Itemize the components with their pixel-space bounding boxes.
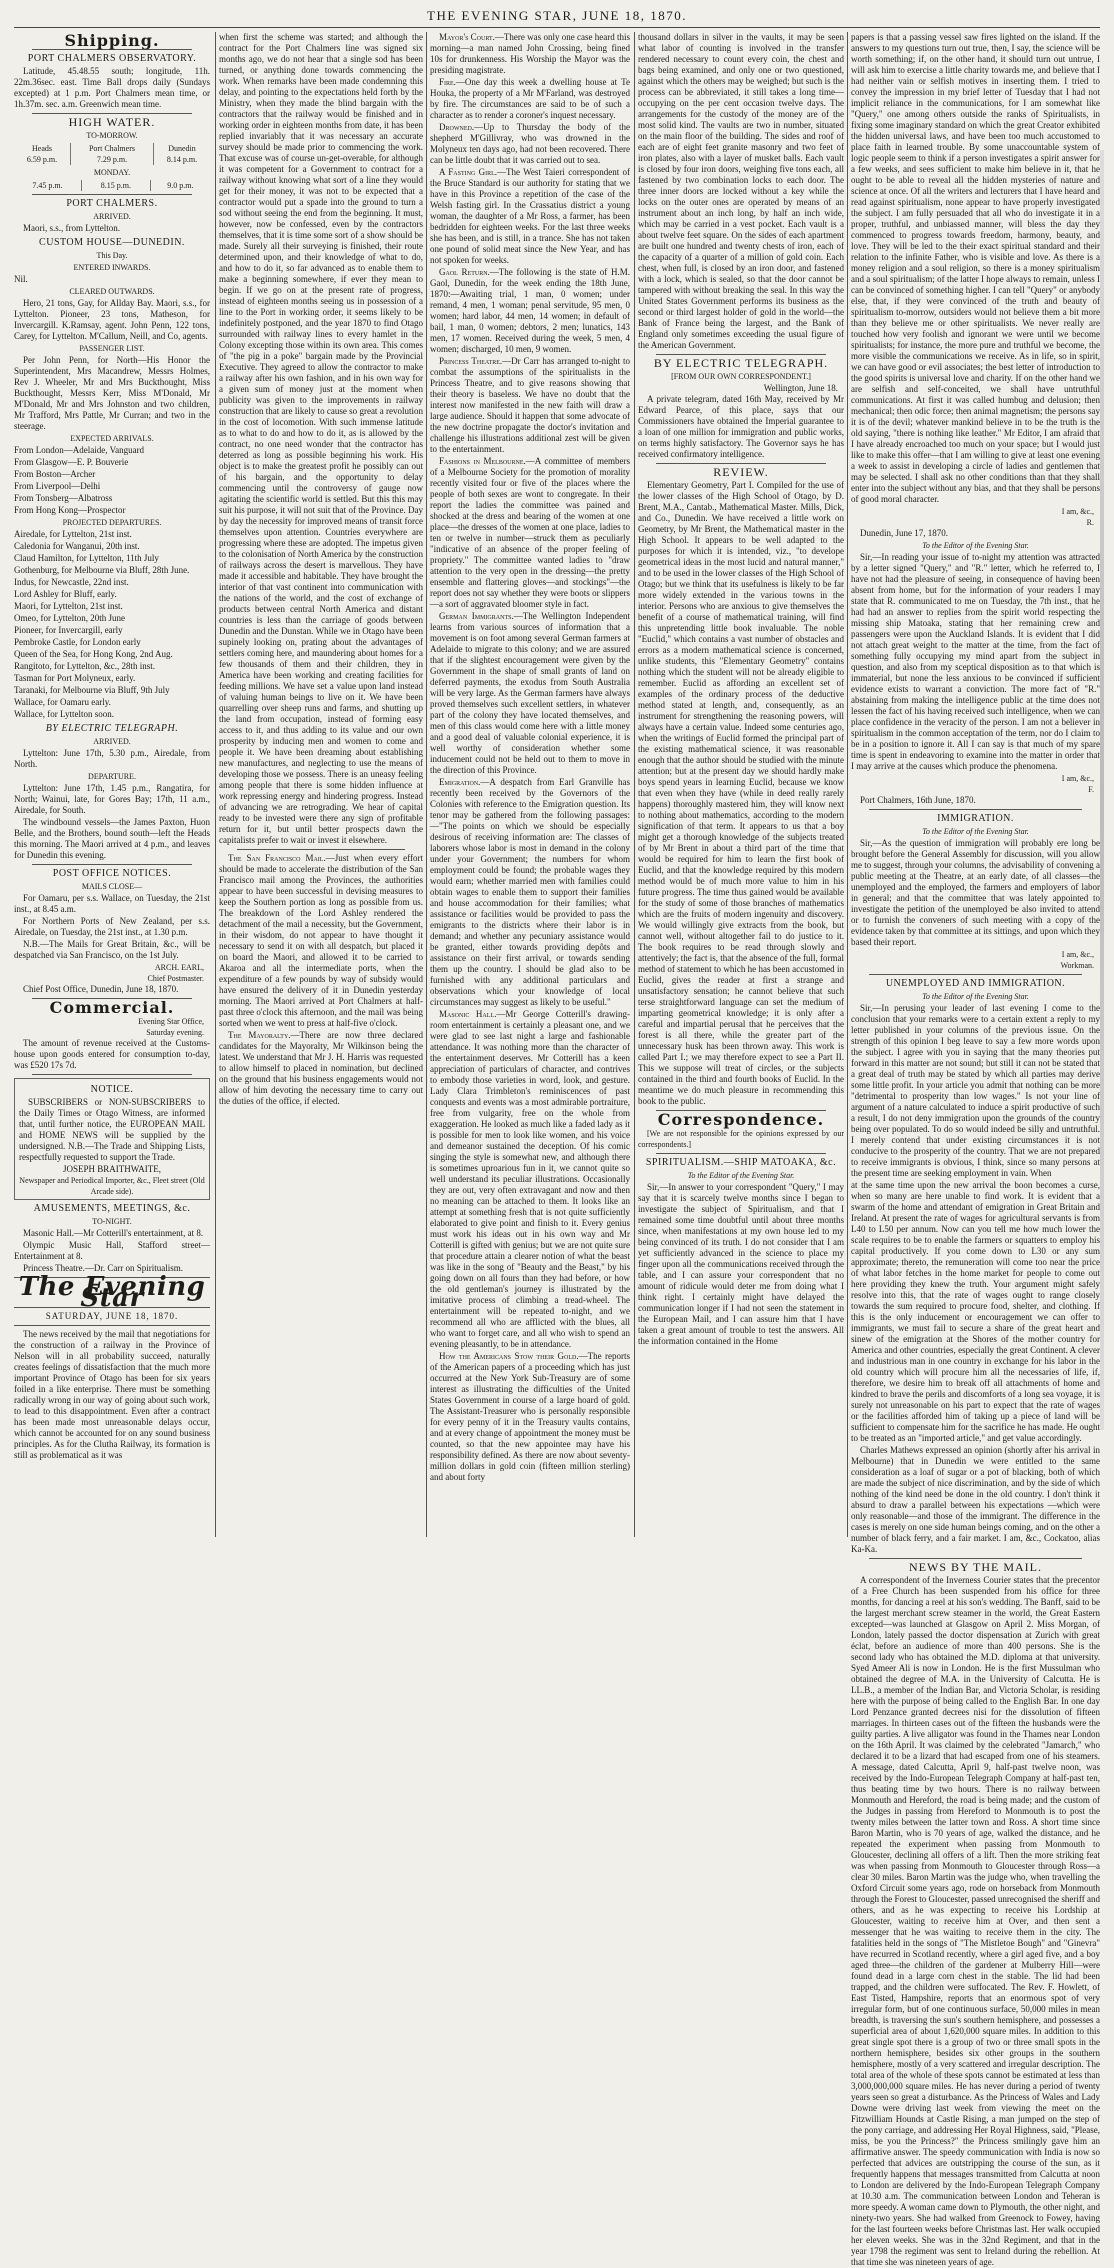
passenger-text: Per John Penn, for North—His Honor the Superintendent, Mrs Macandrew, Messrs Holmes, Rev J. Wheeler, Mr and Mrs Buckthought, Miss Buckthought, Messrs Kerr, Miss M'Donald, Mr M'Donald, Mr and Mrs Johnston and two children, Mr Trafford, Mrs Pattle, Mr Curran; and two in the steerage. xyxy=(14,355,210,431)
article-text: —Just when every effort should be made to accelerate the distribution of the San Francisco mail among the Provinces, the authorities appear to have been successful in devising measures to keep the Southern portion as long as possible from us. The breakdown of the Lord Ashley rendered the detachment of the mail a necessity, but the Government, in their wisdom, do not appear to have thought it necessary to send it on with all despatch, but placed it on board the Maori, and allowed it to be carried to Akaroa and all the intermediate ports, when the expenditure of a few pounds by way of subsidy would have ensured the delivery of it in Dunedin yesterday morning. The Maori arrived at Port Chalmers at half-past three o'clock this afternoon, and the mail was being sorted when we went to press at half-five o'clock. xyxy=(219,853,424,1028)
list-item: From Glasgow—E. P. Bouverie xyxy=(14,457,129,467)
article-text: —The Wellington Independent learns from various sources of information that a movement is on foot among several German farmers at Adelaide to migrate to this colony; and we are assured that if the slightest encouragement were given by the Government in the shape of small grants of land on deferred payments, the exodus from South Australia will be very large. As the German farmers have always proved themselves such excellent settlers, in whatever part of the colony they have located themselves, and men of this class would come here with a little money and a good deal of valuable colonial experience, it is well worthy of consideration whether some inducement could not be held out to them to move in the direction of this Province. xyxy=(430,611,630,775)
article-text: —Up to Thursday the body of the shepherd M'Gillivray, who was drowned in the Molyneux ten days ago, had not been recovered. There can be little doubt that it was carried out to sea. xyxy=(430,122,630,165)
letter-signature: Workman. xyxy=(1060,961,1094,970)
article-text: —Dr Carr has arranged to-night to combat the assumptions of the spiritualists in the Princess Theatre, and to give reasons showing that their theory is baseless. We have no doubt that the interest now manifested in the new faith will draw a large audience. Should it happen that some advocate of the new doctrine propagate the doctor's invitation and challenge his illustrations additional zest will be given to the entertainment. xyxy=(430,356,630,454)
nil-text: Nil. xyxy=(14,274,28,284)
divider xyxy=(869,974,1082,975)
list-item: Wallace, for Oamaru early. xyxy=(14,697,111,707)
divider xyxy=(656,463,826,464)
divider xyxy=(869,809,1082,810)
masthead-rule xyxy=(14,27,1100,28)
article-title: German Immigrants. xyxy=(439,611,514,621)
tel-arrived-text: Lyttelton: June 17th, 5.30 p.m., Airedale, from North. xyxy=(14,748,210,769)
list-item: From Boston—Archer xyxy=(14,469,96,479)
list-item: Queen of the Sea, for Hong Kong, 2nd Aug. xyxy=(14,649,173,659)
divider xyxy=(656,1153,826,1154)
article-text: —There was only one case heard this morning—a man named John Crossing, being fined 10s for drunkenness. His Worship the Mayor was the presiding magistrate. xyxy=(430,32,631,75)
notice-name: JOSEPH BRAITHWAITE, xyxy=(63,1164,161,1174)
postmaster-title: Chief Postmaster. xyxy=(147,974,204,983)
commercial-text: The amount of revenue received at the Customs-house upon goods entered for consumption to-day, was £520 17s 7d. xyxy=(14,1038,210,1070)
tide-label: Port Chalmers xyxy=(71,143,154,154)
column-1 xyxy=(14,32,210,1537)
column-divider xyxy=(847,32,848,1537)
article-title: The Mayoralty. xyxy=(228,1030,291,1040)
article-title: Princess Theatre. xyxy=(439,356,503,366)
list-item: Taranaki, for Melbourne via Bluff, 9th July xyxy=(14,685,170,695)
article-text: —The West Taieri correspondent of the Bruce Standard is our authority for stating that we have in this Province a repetition of the case of the Welsh fasting girl. In the Crassatius district a young woman, the daughter of a Mr Ross, a farmer, has been bedridden for eighteen weeks. For the last three weeks she has been, and is still, in a trance. She has not taken one pound of solid meat since the New Year, and has not spoken for weeks. xyxy=(430,167,631,265)
letter-closing: I am, &c., xyxy=(1061,774,1094,783)
list-item: Pioneer, for Invercargill, early xyxy=(14,625,123,635)
list-item: From Liverpool—Delhi xyxy=(14,481,101,491)
letter-addressee: To the Editor of the Evening Star. xyxy=(922,992,1029,1001)
tel-arrived-label: ARRIVED. xyxy=(93,737,131,746)
news-heading: NEWS BY THE MAIL. xyxy=(909,1560,1042,1574)
unemployed-heading: UNEMPLOYED AND IMMIGRATION. xyxy=(885,978,1066,989)
list-item: Omeo, for Lyttelton, 20th June xyxy=(14,613,125,623)
observatory-heading: PORT CHALMERS OBSERVATORY. xyxy=(27,53,197,64)
letter-continued: papers is that a passing vessel saw fires lighted on the island. If the answers to my questions turn out true, then, I say, the science will be worth something; if, on the other hand, it should turn out untrue, I will ask him to exercise a little charity towards me, and believe that I had neither vain or selfish motives in inserting them. I tried to convey the impression in my brief letter of Tuesday that I had not implicit reliance in the communications, for I am somewhat like "Query," one among others outside the ranks of Spiritualists, in fixing some imaginary standard on which the great Creator exhibited the hidden universal laws, and have been too much accustomed to place faith in learned trouble. By some unaccountable system of logic people seem to think if a person investigates a spirit answer for a few weeks, and sees sufficient to make him believe in it, that he ought to be able to reveal all the hidden mysteries of nature and science at once. Of all the writers and lecturers that I have heard and read against spiritualism, none appear to have properly investigated the subject. I am fully persuaded that all who do investigate it in a proper, truthful, and unbiassed manner, will bless the day they commenced to progress towards freedom, harmony, beauty, and love. They will be led to the their exact spiritual standard and their relation to the infinite Father, who is visible and love. As there is a money religion and a soul religion, so there is a money spiritualism and a soul spiritualism; of the latter I hope always to remain, unless I can be convinced of something higher. I can tell "Query" or anybody else, that, if they were convinced of the truth and beauty of spiritualism to-morrow, outsiders would not believe them a bit more than they believe me or other spiritualists. We never really are touched how very foolish and ignorant we were until we become spiritualists; for instance, the more pure and truthful we become, the more visible the communications we receive. As in life, so in spirit, we can have good or evil associates; the best letter of introduction to the good spirits is universal love and charity. If on the other hand we are selfish and self-conceited, we shall have untruthful communications. At first it was called humbug and delusion; then mechanical; then odic force; then animal magnetism; the persons say it is of the devil; whatever mankind believe in to be the truth is the old saying, "there is nothing like leather." Mr Editor, I am afraid that I have already encroached too much on your space; but I would just like to make this offer—that I am willing to give at least one evening a week to assist in developing a circle of ladies and gentlemen that may be selected. I shall ask no other conditions than that they shall enter into the subject without any bias, and that they shall be persons of good moral character. xyxy=(851,32,1100,504)
column-divider xyxy=(215,32,216,1537)
notice-text: SUBSCRIBERS or NON-SUBSCRIBERS to the Daily Times or Otago Witness, are informed that, until further notice, the EUROPEAN MAIL and HOME NEWS will be supplied by the undersigned. N.B.—The Trade and Shipping Lists, respectfully requested to support the Trade. xyxy=(19,1097,205,1162)
leader-text: The news received by the mail that negotiations for the construction of a railway in the Province of Nelson will in all probability succeed, naturally creates feelings of dissatisfaction that the much more important Province of Otago has been for six years foiled in a like enterprise. There must be something radically wrong in our way of going about such work, to lead to this disappointment. Even after a contract has been made most unreasonable delays occur, which cannot be accounted for on any sound business principles. As for the Clutha Railway, its formation is still as problematical as it was xyxy=(14,1329,210,1460)
mail-item: For Northern Ports of New Zealand, per s.s. Airedale, on Tuesday, the 21st inst., at 1.30 p.m. xyxy=(14,916,210,937)
letter-text: Charles Mathews expressed an opinion (shortly after his arrival in Melbourne) that in Dunedin we were entitled to the same consideration as a loaf of sugar or a pot of blacking, both of which are made the subject of nice discrimination, and by the side of which nothing of the kind need be done in the old country. I don't think it absurd to draw a parallel between his expectations —which were only reasonable—and those of the immigrant. The difference in the cases is merely on one side human beings coming, and on the other a number of black ferry, and a fair market. I am, &c., Cockatoo, alias Ka-Ka. xyxy=(851,1445,1100,1554)
entered-inwards-label: ENTERED INWARDS. xyxy=(73,263,151,272)
letter-signature: R. xyxy=(1086,518,1094,527)
divider xyxy=(656,354,826,355)
column-5 xyxy=(851,32,1100,2267)
letter-text: Sir,—In answer to your correspondent "Query," I may say that it is scarcely twelve months since I began to investigate the subject of Spiritualism, and that I remained some time doubtful until about three months since, when manifestations at my own house led to my being convinced of its truth. I do not consider that I am yet sufficiently advanced in the science to place my finger upon all the communications received through the table, and I can assure your correspondent that no amount of ridicule would deter me from doing what I think right. I certainly might have delayed the communication longer if I had not seen the statement in the European Mail, and I can assure him that I have taken a great amount of trouble to test the answers. All the information contained in the Home xyxy=(638,1182,844,1346)
letter-text: Sir,—In perusing your leader of last evening I come to the conclusion that your remarks were to a certain extent a reply to my letter published in your columns of the previous issue. On the strength of this opinion I beg leave to say a few more words upon the subject. I agree with you in saying that the many theories put forward in this matter are not sound; but still it can not be stated that a great deal of truth may be stated by which all parties may derive some little profit. In your article you admit that nothing can be more "detrimental to prosperity than low wages." Is not your line of argument of a nature calculated to induce a spirit productive of such a result, I do not deny immigration upon the grounds of the country being over populated. To do so would indeed be silly and untruthful. I merely contend that under existing circumstances it is not conducive to the prosperity of the country. That we are not prepared to receive immigrants is obvious, I think, since so many persons at the present time are seeking employment in vain. When xyxy=(851,1003,1100,1178)
tide-time: 7.45 p.m. xyxy=(14,180,82,191)
immigration-heading: IMMIGRATION. xyxy=(937,813,1014,824)
tomorrow-label: TO-MORROW. xyxy=(86,131,138,140)
letter-addressee: To the Editor of the Evening Star. xyxy=(687,1171,795,1180)
masthead: THE EVENING STAR, JUNE 18, 1870. xyxy=(427,8,687,23)
arrived-label: ARRIVED. xyxy=(93,212,131,221)
post-dateline: Chief Post Office, Dunedin, June 18, 1870. xyxy=(23,984,179,994)
windbound-text: The windbound vessels—the James Paxton, Huon Belle, and the Brothers, bound south—left the Heads this morning. The Maori arrived at 4 p.m., and leaves for Dunedin this evening. xyxy=(14,817,210,860)
list-item: Gothenburg, for Melbourne via Bluff, 28th June. xyxy=(14,565,190,575)
list-item: Lord Ashley for Bluff, early. xyxy=(14,589,117,599)
divider xyxy=(32,1074,192,1075)
tide-table-monday xyxy=(14,180,210,191)
passenger-label: PASSENGER LIST. xyxy=(79,344,145,353)
divider xyxy=(32,194,192,195)
notice-heading: NOTICE. xyxy=(90,1084,134,1095)
letter-addressee: To the Editor of the Evening Star. xyxy=(922,541,1029,550)
tonight-label: TO-NIGHT. xyxy=(92,1217,132,1226)
article-text: —The following is the state of H.M. Gaol, Dunedin, for the week ending the 18th June, 1870:—Awaiting trial, 1 man, 0 women; under remand, 4 men, 1 woman; penal servitude, 95 men, 0 women; hard labor, 44 men, 14 women; in default of bail, 1 man, 0 women; debtors, 2 men; lunatics, 143 men, 17 women. Received during the week, 5 men, 4 women; discharged, 10 men, 9 women. xyxy=(430,267,630,354)
correspondent-label: [FROM OUR OWN CORRESPONDENT.] xyxy=(671,372,811,381)
wellington-text: A private telegram, dated 16th May, received by Mr Edward Pearce, of this place, says that our Commissioners have obtained the Imperial guarantee to a loan of one million for immigration and public works, on terms highly satisfactory. The Governor says he has received confirmatory intelligence. xyxy=(638,394,844,459)
letter-text: Sir,—In reading your issue of to-night my attention was attracted by a letter signed "Query," and "R." letter, which he referred to, I have not had the pleasure of seeing, in consequence of having been absent from home, but for the information of your readers I may state that R. communicated to me on Tuesday, the 7th inst., that he had had an answer to replies from the spirit world respecting the missing ship Matoaka, stating that her remaining crew and passengers were upon the Auckland Islands. It is evident that I did not attach great weight to the matter at the time, from the fact of something fully occupying my mind apart from the subject in question, and also from my sceptical disposition as to that which is immaterial, but none the less anxious to be convinced if sufficient evidence exists to warrant a conviction. The more fact of "R." abstaining from making the intelligence public at the time does not lessen the fact of his having received such intelligence, when we can place confidence in the veracity of the person. I am not a believer in spiritualism in the common acceptation of the term, nor do I claim to be in a position to ignore it. All I can say is that much of my spare time is spent in endeavoring to examine into the matter in order that I may arrive at the causes which produce the phenomena. xyxy=(851,552,1100,771)
tide-table xyxy=(14,143,210,165)
article-title: Mayor's Court. xyxy=(439,32,495,42)
spiritualism-heading: SPIRITUALISM.—SHIP MATOAKA, &c. xyxy=(645,1157,837,1168)
tide-time: 7.29 p.m. xyxy=(71,154,154,165)
letter-dateline: Dunedin, June 17, 1870. xyxy=(860,528,948,538)
paper-title: The Evening Star xyxy=(18,1272,206,1313)
this-day-label: This Day. xyxy=(96,251,128,260)
divider xyxy=(869,1558,1082,1559)
list-item: Airedale, for Lyttelton, 21st inst. xyxy=(14,529,132,539)
expected-list xyxy=(14,445,210,516)
high-water-heading: HIGH WATER. xyxy=(68,115,156,129)
notice-role: Newspaper and Periodical Importer, &c., Fleet street (Old Arcade side). xyxy=(19,1176,205,1196)
observatory-text: Latitude, 45.48.55 south; longitude, 11h. 22m.36sec. east. Time Ball drops daily (Sundays excepted) at 1 p.m. Port Chalmers mean time, or 1h.37m. sec. a.m. Greenwich mean time. xyxy=(14,66,210,109)
amusement-item: Princess Theatre.—Dr. Carr on Spiritualism. xyxy=(23,1263,184,1273)
notice-box xyxy=(14,1078,210,1200)
column-3 xyxy=(430,32,630,1537)
cleared-outwards-label: CLEARED OUTWARDS. xyxy=(69,287,155,296)
list-item: From Tonsberg—Albatross xyxy=(14,493,113,503)
wellington-dateline: Wellington, June 18. xyxy=(763,383,838,393)
divider xyxy=(14,1325,210,1326)
article-title: A Fasting Girl. xyxy=(439,167,498,177)
article-text: —There are now three declared candidates for the Mayoralty, Mr Wilkinson being the latest. We understand that Mr J. H. Harris was requested to allow himself to placed in nomination, but declined on the ground that his business engagements would not allow of him devoting the necessary time to carry out the duties of the office, if elected. xyxy=(219,1030,423,1106)
article-title: Emigration. xyxy=(439,777,481,787)
post-office-heading: POST OFFICE NOTICES. xyxy=(52,868,172,879)
projected-list xyxy=(14,529,210,720)
letter-continued: at the same time upon the new arrival the boon becomes a curse, when so many are here unable to find work. It is evident that a swarm of the home and attendant of emigration in Great Britain and Ireland. At present the rate of wages for agricultural servants is from L40 to L50 per annum. Now can you tell me how much lower the scale requires to be to enable the farmers or squatters to employ his capital productively. If you come down to L30 or any sum approximate; thereto, the remuneration will come too near the price of what labor fetches in the home market for people to come out here providing they knew the truth. Your argument might safely resolve into this, that the rate of wages ought to range closely towards the sum required to procure food, shelter, and clothing. If this is the only inducement or encouragement we can offer to immigrants, we must fail to secure a share of the great heart and sinew of the emigration at the Shores of the mother country for America and other countries, especially the great Continent. A clever and industrious man in one country in exchange for his labor in the old country which will procure him all the necessaries of life, if, therefore, we desire him to break off all attachments of home and kindred to brave the perils and discomforts of a long sea voyage, it is surely not unreasonable on his part to expect that the rate of wages or the facilities afforded him of taking up a piece of land will be sufficient to compensate him for the sacrifice he has made. He ought to be treated as an "imported article," and get value accordingly. xyxy=(851,1180,1100,1443)
arrived-text: Maori, s.s., from Lyttelton. xyxy=(23,223,120,233)
article-text: —A despatch from Earl Granville has recently been received by the Governors of the Colonies with reference to the Emigration question. Its tenor may be gathered from the following passages:—"The points on which we should be especially desirous of receiving information are: The classes of laborers whose labor is most in demand in the colony under your Government; the numbers for whom employment could be found; the probable wages they would earn; whether married men with families could obtain wages to enable them to support their families and house accommodation for their families; what assistance or facilities would be provided to pass the emigrants to the districts where their labor is in demand; and whether any pecuniary assistance would be granted, either towards providing depôts and assistance on their first arrival, or towards sending them up the country. I should be glad also to be furnished with any additional particulars and observations which your knowledge of local circumstances may suggest as likely to be useful." xyxy=(430,777,630,1007)
article-text: —A committee of members of a Melbourne Society for the promotion of morality recently visited four or five of the places where the people of both sexes are wont to congregate. In their report the ladies the committee was pained and shocked at the dress and bearing of the women at one place—the dresses of the women at one place, ladies to ten or twelve in number—struck them as peculiarly "indicative of an absence of the proper feeling of propriety." The committee wanted ladies to "draw attention to the very open in the dressing—the pretty ensemble and flattering gloves—and stockings"—the report does not say whether they were boots or slippers—a sort of aggravated bloomer style in fact. xyxy=(430,456,630,609)
mail-item: N.B.—The Mails for Great Britain, &c., will be despatched via San Francisco, on the 1st July. xyxy=(14,939,210,960)
shipping-heading: Shipping. xyxy=(64,31,160,50)
issue-date: SATURDAY, JUNE 18, 1870. xyxy=(45,1311,179,1321)
article-title: Fashions in Melbourne. xyxy=(439,456,526,466)
article-title: The San Francisco Mail. xyxy=(228,853,326,863)
tide-time: 9.0 p.m. xyxy=(167,181,194,190)
postmaster-name: ARCH. EARL, xyxy=(154,963,204,972)
telegraph-heading: BY ELECTRIC TELEGRAPH. xyxy=(45,723,179,734)
letter-closing: I am, &c., xyxy=(1061,507,1094,516)
list-item: From Hong Kong—Prospector xyxy=(14,505,126,515)
custom-house-heading: CUSTOM HOUSE—DUNEDIN. xyxy=(39,237,185,248)
tide-time: 8.14 p.m. xyxy=(166,155,198,164)
column-4 xyxy=(638,32,844,1537)
commercial-heading: Commercial. xyxy=(49,998,175,1017)
news-text: A correspondent of the Inverness Courier states that the precentor of a Free Church has been suspended from his office for three months, for dancing a reel at his son's wedding. The Banff, said to be the largest merchant screw steamer in the world, the Great Eastern excepted—was launched at Glasgow on April 2. Miss Morgan, of London, lately passed the doctor dispensation at Zurich with great éclat, before an audience of more than 400 persons. She is the second lady who has obtained the M.D. diploma at that university. Syed Ameer Ali is now in London. He is the first Mussulman who obtained the degree of M.A. in the University of Calcutta. He is LL.B., a member of the Indian Bar, and Victoria Scholar, is residing here with the purpose of being called to the English Bar. In one day Lord Penzance granted decrees nisi for the dissolution of fifteen marriages. In thirteen cases out of the fifteen the husbands were the guilty parties. A live alligator was found in the Thames near London on the 16th April. It was claimed by the celebrated "Jamarch," who declared it to be a lizard that had escaped from one of his steamers. A message, dated Calcutta, April 9, half-past twelve noon, was received by the Indo-European Telegraph Company at half-past ten, thus beating time by two hours. There is no railway between Monmouth and Hereford, the road is being made; and the custom of the Judges in passing from Hereford to Monmouth is to post the twenty miles between the latter town and Ross. A short time since Baron Martin, who is 70 years of age, walked the distance, and he repeated the experiment when passing from Monmouth to Gloucester, declining all offers of a lift. Then the more striking feat was when passing from Monmouth to Gloucester through Ross—a clear 30 miles. Baron Martin was the judge who, when travelling the Oxford Circuit some years ago, rode on horseback from Monmouth through the Forest to Gloucester, passed unrecognised the sheriff and others, and as he was expecting to receive his Lordship at Gloucester, waiting to receive him at Over, and then sent a messenger that he was waiting to receive them in the city. The fatalities held in the songs of "The Mistletoe Bough" and "Ginevra" have recurred in Scotland recently, where a girl aged five, and a boy aged three—the children of the gardener at Mulberry Hill—were found dead in a large corn chest in the stable. The lid had been trapped, and the children were suffocated. The Rev. F. Howlett, of East Tisted, Hampshire, reports that an enormous spot of very irregular form, but of one continuous surface, 50,000 miles in mean breadth, is traversing the sun's southern hemisphere, and possesses a superficial area of about 1,620,000 square miles. In addition to this great single spot there is a group of two or three small spots in the northern hemisphere, besides six other groups in the southern hemisphere, mostly of a very scattered and irregular description. The total area of the whole of these spots cannot be estimated at less than 3,000,000,000 square miles. He has never during a period of twenty years seen so great a disturbance. As the Princess of Wales and Lady Downe were driving last week from viewing the meet on the Fitzwilliam Hounds at Castle Rising, a man jumped on the step of the pony carriage, and addressing Her Royal Highness, said, "Please, miss, be you the Princess?" the Princess smilingly gave him an affirmative answer. The speedy communication with India is now so perfected that advices are outstripping the course of the sun, as it frequently happens that messages transmitted from Calcutta at noon to London are delivered by the Indo-European Telegraph Company at 10.30 a.m. The communication between London and Teheran is more speedy. A woman came down to Plymouth, the other night, and ninety-two years. She had walked from Greenock to Fowey, having for the last fourteen weeks before Christmas last. Her walk occupied her eleven weeks. She was in the 32nd Regiment, and that in the year 1798 the regiment was sent to Ireland during the rebellion. At that time she was nineteen years of age. xyxy=(851,1575,1100,2267)
letter-signature: F. xyxy=(1088,785,1094,794)
list-item: Wallace, for Lyttelton soon. xyxy=(14,709,114,719)
monday-label: MONDAY. xyxy=(93,168,131,177)
mails-close-label: MAILS CLOSE— xyxy=(81,882,143,891)
list-item: From London—Adelaide, Vanguard xyxy=(14,445,145,455)
article-title: How the Americans Stow their Gold. xyxy=(439,1351,579,1361)
list-item: Claud Hamilton, for Lyttelton, 11th July xyxy=(14,553,159,563)
list-item: Rangitoto, for Lyttelton, &c., 28th inst. xyxy=(14,661,155,671)
telegraph-heading: BY ELECTRIC TELEGRAPH. xyxy=(653,356,829,370)
cleared-text: Hero, 21 tons, Gay, for Allday Bay. Maori, s.s., for Lyttelton. Pioneer, 23 tons, Matheson, for Invercargill. K.Ramsay, agent. John Penn, 122 tons, Carey, for Lyttelton. M'Callum, Neill, and Co, agents. xyxy=(14,298,210,341)
article-title: Fire. xyxy=(439,77,456,87)
article-title: Gaol Return. xyxy=(439,267,490,277)
article-text: —The reports of the American papers of a proceeding which has just occurred at the New York Sub-Treasury are of some interest as illustrating the difficulties of the United States Government in course of a large hoard of gold. The Assistant-Treasurer who is personally responsible for every penny of it in the Treasury vaults contains, and at every change of appointment the money must be counted, so that the new appointee may have his responsibility defined. As there are now about seventy-million dollars in gold coin (fifteen million sterling) and about forty xyxy=(430,1351,631,1482)
expected-label: EXPECTED ARRIVALS. xyxy=(70,434,154,443)
divider xyxy=(237,849,405,850)
column-divider xyxy=(634,32,635,1537)
disclaimer-text: [We are not responsible for the opinions expressed by our correspondents.] xyxy=(638,1129,844,1149)
list-item: Indus, for Newcastle, 22nd inst. xyxy=(14,577,129,587)
mail-item: For Oamaru, per s.s. Wallace, on Tuesday, the 21st inst., at 8.45 a.m. xyxy=(14,893,210,914)
amusement-item: Olympic Music Hall, Stafford street—Entertainment at 8. xyxy=(14,1240,210,1261)
letter-addressee: To the Editor of the Evening Star. xyxy=(922,827,1029,836)
list-item: Tasman for Port Molyneux, early. xyxy=(14,673,136,683)
column-divider xyxy=(426,32,427,1537)
page-edge xyxy=(1100,150,1104,1430)
review-heading: REVIEW. xyxy=(713,465,769,479)
tel-departure-label: DEPARTURE. xyxy=(88,772,136,781)
letter-closing: I am, &c., xyxy=(1061,950,1094,959)
leader-continued: when first the scheme was started; and although the contract for the Port Chalmers line was signed six months ago, we do not hear that a single sod has been turned, or anything done towards commencing the work. When remarks have been made condemning this delay, and pointing to the expectations held forth by the Ministry, when they made the blind bargain with the contractors that the railway would be finished and in working order in eighteen months from date, it has been replied invariably that it was necessary an accurate survey should be made prior to commencing the work. That excuse was of course un-get-overable, for although it was competent for a Government to contract for a railway without knowing what sort of a line they would get for their money, it was not to be expected that a contractor would put a spade into the ground to turn a sod without seeing the end from the beginning. It must, however, now be confessed, even by the contractors themselves, that it is time some sort of a show should be made. Surely all their surveying is finished, their route determined upon, and their knowledge of what to do, and how to do it, so far advanced as to enable them to make a beginning somewhere, if ever they mean to begin. If we go on at the present rate of progress, instead of eighteen months seeing us in possession of a line to the Port in working order, it seems likely to be indefinitely postponed, and the year 1870 to find Otago surrounded with railway lines to every hamlet in the Colony excepting those within its own area. This comes of "the pig in a poke" bargain made by the Provincial Executive. They agreed to allow the contractor to make a railway after his own fashion, and in his own way for a given sum of money just at the moment when publicity was given to the improvements in railway construction that are likely to cause so great a revolution in the cost of locomotion. With such immense latitude as to what to do and how to do it, as is allowed by the contract, no one need wonder that the contractor has deterred as long as possible beginning his work. His object is to make the greatest profit he possibly can out of his bargain, and the opportunity to delay commencing until the controversy of gauge now agitating the scientific world is settled. But this this may suit his purpose, it will not suit that of the Province. Day by day the necessity for improved means of transit force themselves upon attention. Countries everywhere are progressing where these are adopted. The impetus given to the colonisation of North America by the construction of railways across the desert is marvellous. They have made it accessible and habitable. They have brought the interior of that vast continent into communication with the nations of the world, and the cost of exchange of products between central North America and distant countries is less than the carriage of goods between Dunedin and the Dunstan. While we in Otago have been supinely looking on, prating about the advantages of settlers coming here, and maundering about homes for a few thousands of them and their children, they in America have been working and creating facilities for feeding millions. We have set a value upon land instead of valuing human beings to live on it. We have been quarrelling over sheep runs and farms, and shutting up the land from occupation, instead of forming easy access to it, and thus adding to its value and our own prosperity by inducing men and women to come and people it. We have been dreaming about establishing new manufactures, and neglecting to use the means of developing those we possess. There is an uneasy feeling among people that there is some hidden influence at work repressing energy and hindering progress. Instead of advancing we are retrograding. We hear of capital ready to be invested were there any sign of profitable return for it, but until better prospects dawn the capitalists prefer to wait or invest it elsewhere. xyxy=(219,32,423,845)
divider xyxy=(32,864,192,865)
tel-departure-text: Lyttelton: June 17th, 1.45 p.m., Rangatira, for North; Wainui, late, for Gores Bay; 17th, 11 a.m., Airedale, for South. xyxy=(14,783,210,815)
list-item: Pembroke Castle, for London early xyxy=(14,637,141,647)
port-heading: PORT CHALMERS. xyxy=(66,198,158,209)
divider xyxy=(32,113,192,114)
commercial-saturday: Saturday evening. xyxy=(146,1028,204,1037)
amusement-item: Masonic Hall.—Mr Cotterill's entertainment, at 8. xyxy=(23,1228,204,1238)
list-item: Maori, for Lyttelton, 21st inst. xyxy=(14,601,123,611)
article-title: Masonic Hall. xyxy=(439,1009,497,1019)
column-2 xyxy=(219,32,423,1537)
tide-label: Heads xyxy=(14,143,71,154)
tide-time: 8.15 p.m. xyxy=(82,180,151,191)
amusements-heading: AMUSEMENTS, MEETINGS, &c. xyxy=(33,1203,191,1214)
list-item: Caledonia for Wanganui, 20th inst. xyxy=(14,541,140,551)
projected-label: PROJECTED DEPARTURES. xyxy=(62,518,162,527)
article-continued: thousand dollars in silver in the vaults, it may be seen what labor of counting is involved in the transfer rendered necessary to count every coin, the chest and bags being examined, and only one or two questioned, against which the others may be weighed; but such is the process can be abbreviated, it still takes a long time—occupying on the per cent occasion twelve days. The arrangements for the custody of the money are of the most solid kind. The vaults are two in number, situated on the main floor of the building. The sides and roof of each are of eight feet granite masonry and two feet of iron plates, also with a layer of musket balls. Each vault is closed by four iron doors, weighing five tons each, all fastened by two combination locks to each door. The three inner doors are locked without a key while the locks on the outer ones are operated by means of an instrument about an inch long, by half an inch wide, which may be carried in a vest pocket. Each vault is a about twelve feet square. On the sides of each apartment are built one hundred and twenty chests of iron, each of the capacity of a quarter of a million of gold coin. Each chest, when full, is closed by an iron door, and fastened with a lock, which is sealed, so that the door cannot be tampered with without breaking the seal. In this way the United States Government performs its business as the second or third largest holder of gold in the world—the Bank of France being the largest, and the Bank of England only sometimes exceeding the usual figure of the American Government. xyxy=(638,32,844,350)
letter-text: Sir,—As the question of immigration will probably ere long be brought before the General Assembly for discussion, will you allow me to suggest, through your columns, the advisability of convening a public meeting at the Theatre, at an early date, of all classes—the unemployed and the employed, the farmers and employers of labor in general; and that the committee that was lately appointed to investigate the petition of the unemployed be also invited to attend or to furnish the conveners of such meeting with a copy of the evidence taken by that committee at its sittings, and upon which they based their report. xyxy=(851,838,1100,947)
letter-dateline: Port Chalmers, 16th June, 1870. xyxy=(860,795,976,805)
correspondence-heading: Correspondence. xyxy=(657,1110,825,1129)
article-text: —One day this week a dwelling house at Te Houka, the property of a Mr M'Farland, was destroyed by fire. The circumstances are said to be of such a character as to render a coroner's inquest necessary. xyxy=(430,77,630,120)
tide-time: 6.59 p.m. xyxy=(14,154,71,165)
review-text: Elementary Geometry, Part I. Compiled for the use of the lower classes of the High School of Otago, by D. Brent, M.A., Cantab., Mathematical Master. Mills, Dick, and Co., Dunedin. We have received a little work on Geometry, by Mr Brent, the Mathematical master in the High School. It appears to be well adapted to the purposes for which it is intended, viz., "to develope geometrical ideas in the most lucid and natural manner," and to be used in the lower classes of the High School of Otago; but we think that its usefulness is likely to be far more widely extended in the various towns in the interior. Persons who are anxious to give themselves the benefit of a course of mathematical training, will find this unpretending little book invaluable. The noble "Euclid," which contains a vast number of obstacles and errors as a modern mathematical science is concerned, unlike students, this "Elementary Geometry" contains nothing which the student will not be already eligible to remember. Euclid as affording an excellent set of examples of the ordinary process of the deductive method stated at length, and, consequently, as an instrument for strengthening the reasoning powers, will always have a certain value. Indeed some centuries ago, when the writings of Euclid formed the principal part of the existing mathematical science, it was reasonable enough that the author should be studied with the minute attention; but at the present day we should hardly make boys spend years in learning Euclid, because we know that even when they have (while in deed really rarely happens) thoroughly mastered him, they will know next to nothing about mathematics, according to the modern signification of that term. It appears to us that a boy might get a thorough knowledge of the subjects treated of by Mr Brent in about a third part of the time that would be required for him to learn the first book of Euclid, and that the knowledge required by this modern method would be of much more value to him in his future progress. The time thus gained would be available for the study of some of those branches of mathematics which are the fruits of modern ingenuity and discovery. We would willingly give extracts from the book, but cannot well, without altogether fail to do justice to it. The book requires to be read through slowly and attentively; the fact is, that the absence of the full, formal method of statement to which he has been accustomed in Euclid, gives the reader at first a strange and unsatisfactory sensation; he cannot believe that such terse straightforward language can set the medium of imparting geometrical knowledge; it is only after a careful and impartial perusal that he perceives that the forest is all there, while the greater part of the unnecessary husk has been thrown away. This work is called Part I.; we may therefore expect to see a Part II. This we suppose will treat of circles, or the subjects contained in the third and fourth books of Euclid. In the meantime we do much pleasure in recommending this book to the public. xyxy=(638,480,844,1106)
tide-label: Dunedin xyxy=(168,144,196,153)
commercial-office: Evening Star Office, xyxy=(138,1017,204,1026)
article-text: —Mr George Cotterill's drawing-room entertainment is certainly a pleasant one, and we were glad to see last night a large and fashionable attendance. It was nothing more than the character of the entertainment deserves. Mr Cotterill has a keen appreciation of particulars of character, and contrives to embody those varieties in word, look, and gesture. Lady Clara Trimbleton's reminiscences of past conquests and events was a most admirable portraiture, free from vulgarity, free on the whole from exaggeration. He looked as much like a faded lady as it is possible for men to look like women, and his voice and demeanor sustained the deception. Of his comic singing the style is somewhat new, and although there is sometimes uproarious fun in it, we cannot quite so well understand its peculiar illustrations. Occasionally they are out, very often extravagant and now and then no meaning can be attached to them. It looks like an attempt at something fresh that is not quite sufficiently elaborated to give point and finish to it. Every genius must work his ideas out in his own way and Mr Cotterill is gifted with genius; but we are not quite sure that procedure attain a clearer notion of what the beast was like in the song of "Beauty and the Beast," by his going down on all fours than they had before, or how the old gentleman's journey is illustrated by the imitative process of climbing a tread-wheel. The entertainment will be repeated to-night, and we recommend all who are afflicted with the blues, all who want to forget care, and all who wish to spend an evening pleasantly, to be in attendance. xyxy=(430,1009,630,1349)
article-title: Drowned. xyxy=(439,122,475,132)
